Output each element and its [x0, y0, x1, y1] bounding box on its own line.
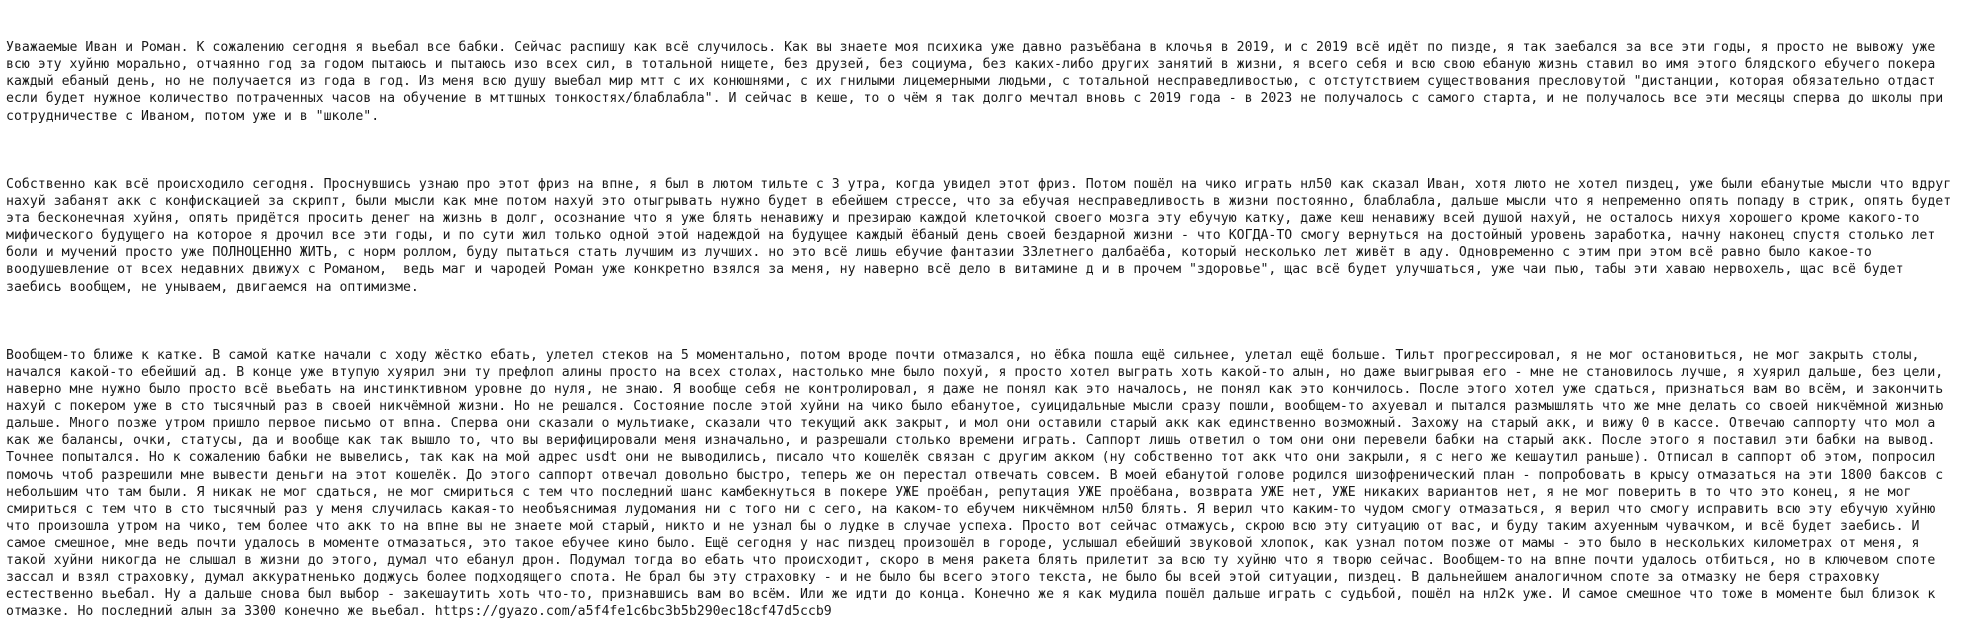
paragraph-intro: Уважаемые Иван и Роман. К сожалению сегодня я вьебал все бабки. Сейчас распишу как всё случилось. Как вы знаете моя психика уже давно разъёбана в клочья в 2019, и с 2019 всё идёт по пизде, я так заебался за все эти годы, я просто не вывожу уже всю эту хуйню морально, отчаянно год за годом пытаюсь и пытаюсь изо всех сил, в тотальной нищете, без друзей, без социума, без каких-либо других занятий в жизни, я всего себя и всю свою ебаную жизнь ставил во имя этого блядского ебучего покера каждый ебаный день, но не получается из года в год. Из меня всю душу выебал мир мтт с их конюшнями, с их гнилыми лицемерными людьми, с тотальной несправедливостью, с отстутствием существования пресловутой "дистанции, которая обязательно отдаст если будет нужное количество потраченных часов на обучение в мттшных тонкостях/блаблабла". И сейчас в кеше, то о чём я так долго мечтал вновь с 2019 года - в 2023 не получалось с самого старта, и не получалось все эти месяцы сперва до школы при сотрудничестве с Иваном, потом уже и в "школе".: [6, 40, 1952, 124]
message-document: [6, 5, 1966, 637]
paragraph-session: [6, 347, 1966, 621]
gyazo-link[interactable]: https://gyazo.com/a5f4fe1c6bc3b5b290ec18cf47d5ccb9: [434, 604, 832, 620]
paragraph-session-text: Вообщем-то ближе к катке. В самой катке начали с ходу жёстко ебать, улетел стеков на 5 моментально, потом вроде почти отмазался, но ёбка пошла ещё сильнее, улетал ещё больше. Тильт прогрессировал, я не мог остановиться, не мог закрыть столы, начался какой-то ебейший ад. В конце уже втупую хуярил эни ту префлоп алины просто на всех столах, настолько мне было похуй, я просто хотел выграть хоть какой-то алын, но даже выигрывая его - мне не становилось лучше, я хуярил дальше, без цели, наверно мне нужно было просто всё вьебать на инстинктивном уровне до нуля, не знаю. Я вообще себя не контролировал, я даже не понял как это началось, не понял как это кончилось. После этого хотел уже сдаться, признаться вам во всём, и закончить нахуй с покером уже в сто тысячный раз в своей никчёмной жизни. Но не решался. Состояние после этой хуйни на чико было ебанутое, суицидальные мысли сразу пошли, вообщем-то ахуевал и пытался размышлять что же мне делать со своей никчёмной жизнью дальше. Много позже утром пришло первое письмо от впна. Сперва они сказали о мультиаке, сказали что текущий акк закрыт, и мол они оставили старый акк как единственно возможный. Захожу на старый акк, и вижу 0 в кассе. Отвечаю саппорту что мол а как же балансы, очки, статусы, да и вообще как так вышло то, что вы верифицировали меня изначально, и разрешали столько времени играть. Саппорт лишь ответил о том они они перевели бабки на старый акк. После этого я поставил эти бабки на вывод. Точнее попытался. Но к сожалению бабки не вывелись, так как на мой адрес usdt они не выводились, писало что кошелёк связан с другим акком (ну собственно тот акк что они закрыли, я с него же кешаутил раньше). Отписал в саппорт об этом, попросил помочь чтоб разрешили мне вывести деньги на этот кошелёк. До этого саппорт отвечал довольно быстро, теперь же он перестал отвечать совсем. В моей ебанутой голове родился шизофренический план - попробовать в крысу отмазаться на эти 1800 баксов с небольшим что там были. Я никак не мог сдаться, не мог смириться с тем что последний шанс камбекнуться в покере УЖЕ проёбан, репутация УЖЕ проёбана, возврата УЖЕ нет, УЖЕ никаких вариантов нет, я не мог поверить в то что это конец, я не мог смириться с тем что в сто тысячный раз у меня случилась какая-то необъяснимая лудомания ни с того ни с сего, на каком-то ебучем никчёмном нл50 блять. Я верил что каким-то чудом смогу отмазаться, я верил что смогу исправить всю эту ебучую хуйню что произошла утром на чико, тем более что акк то на впне вы не знаете мой старый, никто и не узнал бы о лудке в случае успеха. Просто вот сейчас отмажусь, скрою всю эту ситуацию от вас, и буду таким ахуенным чувачком, и всё будет заебись. И самое смешное, мне ведь почти удалось в моменте отмазаться, это такое ебучее кино было. Ещё сегодня у нас пиздец произошёл в городе, услышал ебейший звуковой хлопок, как узнал потом позже от мамы - это было в нескольких километрах от меня, я такой хуйни никогда не слышал в жизни до этого, думал что ебанул дрон. Подумал тогда во ебать что происходит, скоро в меня ракета блять прилетит за всю ту хуйню что я творю сейчас. Вообщем-то на впне почти удалось отбиться, но в ключевом споте зассал и взял страховку, думал аккуратненько доджусь более подходящего спота. Не брал бы эту страховку - и не было бы всего этого текста, не было бы всей этой ситуации, пиздец. В дальнейшем аналогичном споте за отмазку не беря страховку естественно вьебал. Ну а дальше снова был выбор - закешаутить хоть что-то, признавшись вам во всём. Или же идти до конца. Конечно же я как мудила пошёл дальше играть с судьбой, пошёл на нл2к уже. И самое смешное что тоже в моменте был близок к отмазке. Но последний алын за 3300 конечно же вьебал.: [6, 347, 1952, 620]
paragraph-morning: Собственно как всё происходило сегодня. Проснувшись узнаю про этот фриз на впне, я был в лютом тильте с 3 утра, когда увидел этот фриз. Потом пошёл на чико играть нл50 как сказал Иван, хотя люто не хотел пиздец, уже были ебанутые мысли что вдруг нахуй забанят акк с конфискацией за скрипт, были мысли как мне потом нахуй это отыгрывать нужно будет в ебейшем стрессе, что за ебучая несправедливость в жизни постоянно, блаблабла, дальше мысли что я непременно опять попаду в стрик, опять будет эта бесконечная хуйня, опять придётся просить денег на жизнь в долг, осознание что я уже блять ненавижу и презираю каждой клеточкой своего мозга эту ебучую катку, даже кеш ненавижу всей душой нахуй, не осталось нихуя хорошего кроме какого-то мифического будущего на которое я дрочил все эти годы, и по сути жил только одной этой надеждой на будущее каждый ёбаный день своей бездарной жизни - что КОГДА-ТО смогу вернуться на достойный уровень заработка, начну наконец спустя столько лет боли и мучений просто уже ПОЛНОЦЕННО ЖИТЬ, с норм роллом, буду пытаться стать лучшим из лучших. но это всё лишь ебучие фантазии 33летнего далбаёба, который несколько лет живёт в аду. Одновременно с этим при этом всё равно было какое-то воодушевление от всех недавних движух с Романом, ведь маг и чародей Роман уже конкретно взялся за меня, ну наверно всё дело в витамине д и в прочем "здоровье", щас всё будет улучшаться, уже чаи пью, табы эти хаваю нервохель, щас всё будет заебись вообщем, не унываем, двигаемся на оптимизме.: [6, 176, 1960, 295]
